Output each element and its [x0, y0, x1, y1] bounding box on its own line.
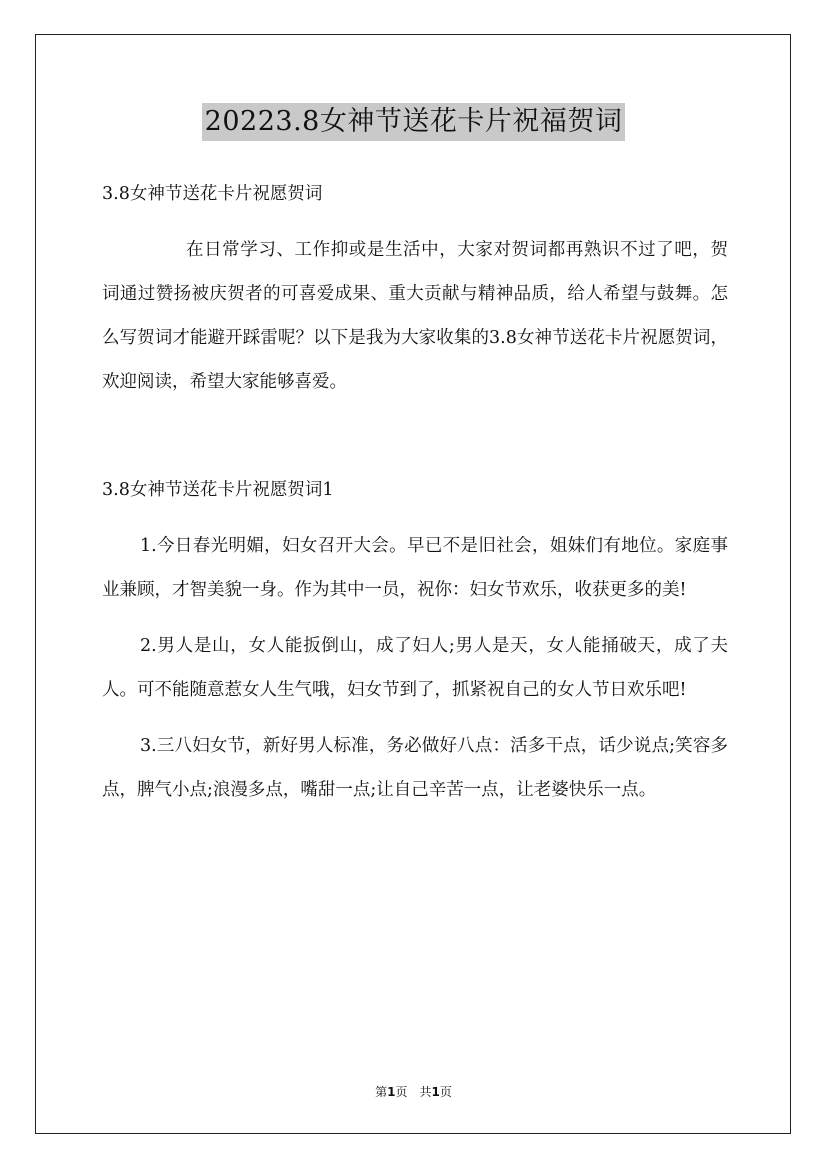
- document-title: 20223.8女神节送花卡片祝福贺词: [202, 103, 626, 141]
- page-suffix: 页: [395, 1085, 408, 1099]
- page-number: 1: [387, 1085, 396, 1099]
- page-prefix: 第: [375, 1085, 388, 1099]
- document-subtitle: 3.8女神节送花卡片祝愿贺词: [102, 184, 323, 204]
- blessing-item-3: 3.三八妇女节，新好男人标准，务必做好八点：活多干点，话少说点;笑容多点，脾气小点;浪漫多点，嘴甜一点;让自己辛苦一点，让老婆快乐一点。: [102, 736, 728, 800]
- title-container: [0, 103, 827, 141]
- blessing-item-1: 1.今日春光明媚，妇女召开大会。早已不是旧社会，姐妹们有地位。家庭事业兼顾，才智美貌一身。作为其中一员，祝你：妇女节欢乐，收获更多的美!: [102, 536, 728, 600]
- total-suffix: 页: [439, 1085, 452, 1099]
- total-prefix: 共: [419, 1085, 432, 1099]
- section-heading: 3.8女神节送花卡片祝愿贺词1: [102, 480, 334, 500]
- document-body: [102, 176, 728, 812]
- blessing-item-2: 2.男人是山，女人能扳倒山，成了妇人;男人是天，女人能捅破天，成了夫人。可不能随意惹女人生气哦，妇女节到了，抓紧祝自己的女人节日欢乐吧!: [102, 636, 728, 700]
- page-footer: [0, 1084, 827, 1100]
- intro-paragraph: 在日常学习、工作抑或是生活中，大家对贺词都再熟识不过了吧，贺词通过赞扬被庆贺者的可喜爱成果、重大贡献与精神品质，给人希望与鼓舞。怎么写贺词才能避开踩雷呢？以下是我为大家收集的3.8女神节送花卡片祝愿贺词，欢迎阅读，希望大家能够喜爱。: [102, 240, 728, 392]
- total-pages: 1: [431, 1085, 440, 1099]
